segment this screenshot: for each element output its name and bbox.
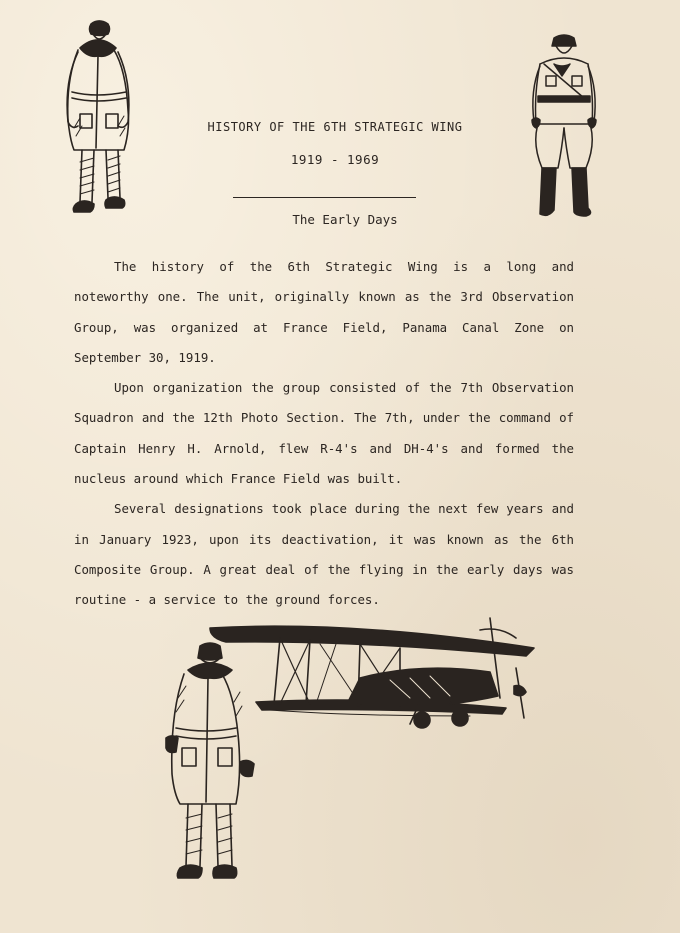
section-subtitle: The Early Days	[292, 212, 398, 227]
paragraph-1: The history of the 6th Strategic Wing is a long and noteworthy one. The unit, originally known as the 3rd Observation Group, was organized at France Field, Panama Canal Zone on September 30, 1919.	[74, 259, 574, 365]
body-text	[74, 252, 574, 616]
aviator-coat-illustration	[58, 18, 138, 223]
paragraph-3: Several designations took place during the next few years and in January 1923, upon its deactivation, it was known as the 6th Composite Group. A great deal of the flying in the early days was routine - a service to the ground forces.	[74, 501, 574, 608]
aviator-biplane-illustration	[160, 598, 550, 913]
title-divider	[233, 197, 416, 198]
document-years: 1919 - 1969	[290, 152, 380, 167]
paragraph-2: Upon organization the group consisted of the 7th Observation Squadron and the 12th Photo Section. The 7th, under the command of Captain Henry H. Arnold, flew R-4's and DH-4's and formed the nucleus around which France Field was built.	[74, 380, 574, 487]
officer-uniform-illustration	[528, 34, 600, 224]
document-title: HISTORY OF THE 6TH STRATEGIC WING	[207, 120, 463, 134]
